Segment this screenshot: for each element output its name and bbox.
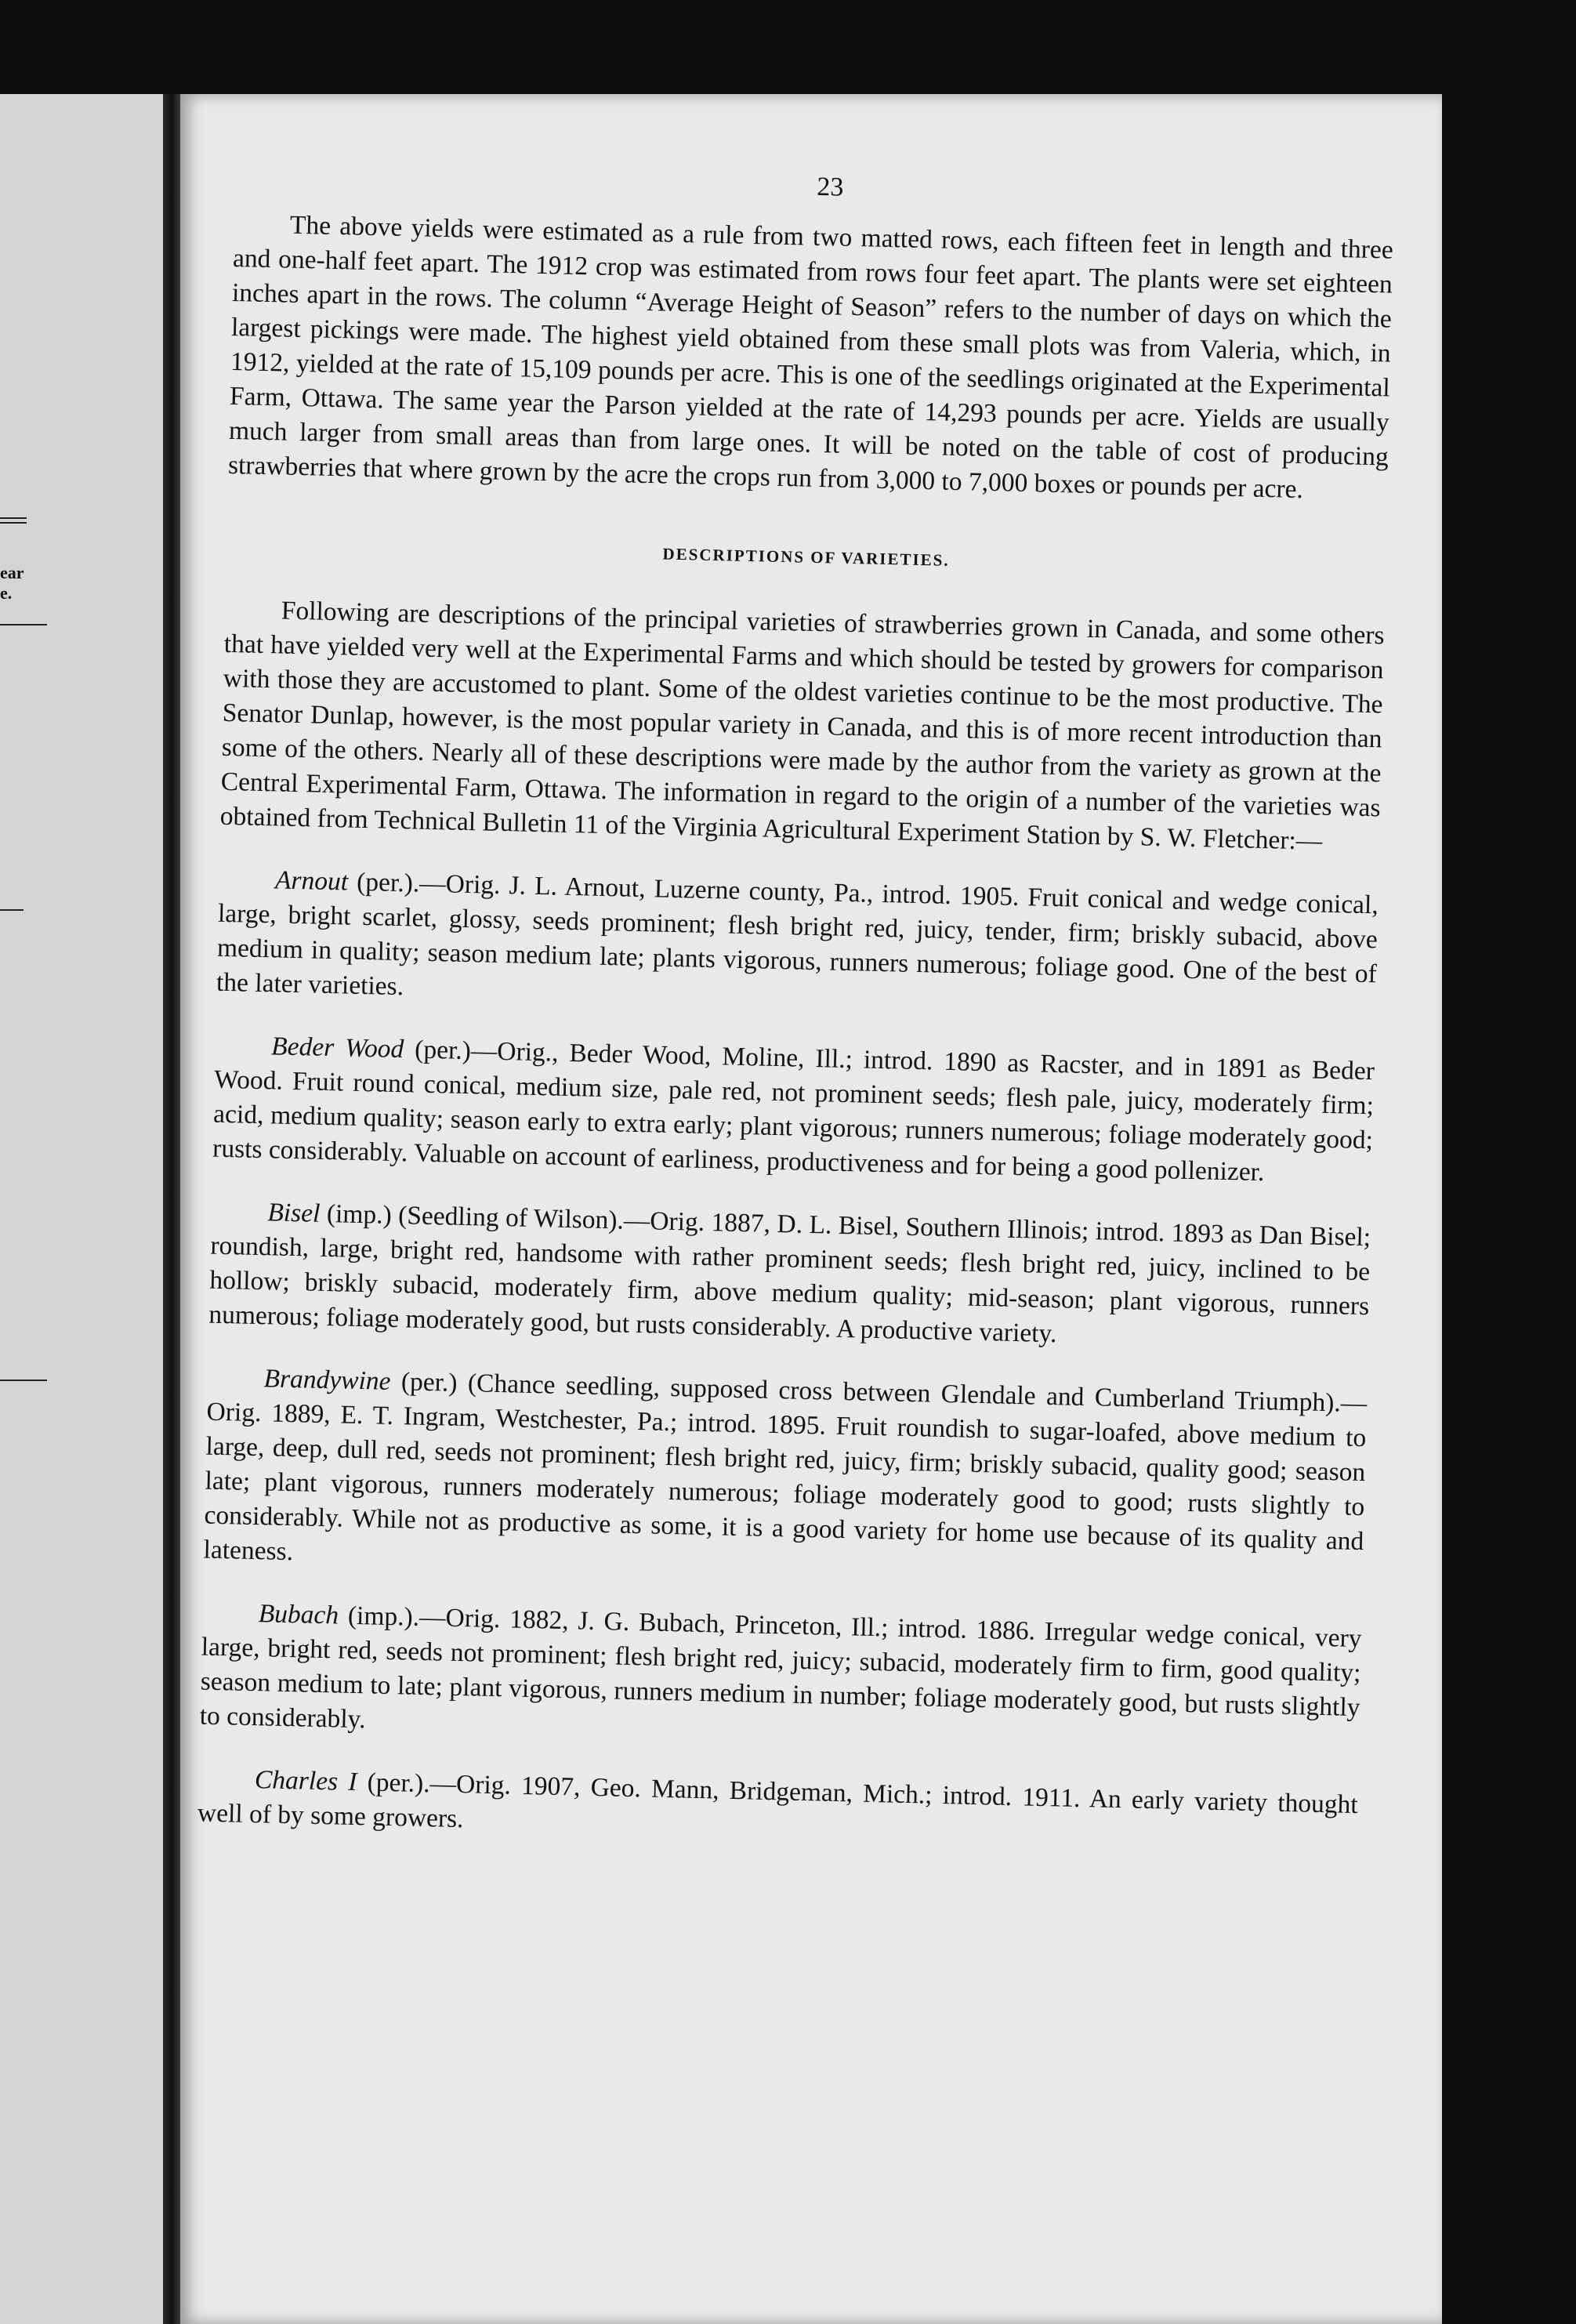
book-gutter [163, 94, 180, 2324]
facing-page [0, 94, 163, 2324]
divider [0, 1380, 47, 1381]
variety-name: Brandywine [263, 1364, 391, 1396]
background-edge [1442, 94, 1576, 2324]
intro-varieties-paragraph: Following are descriptions of the principal varieties of strawberries grown in Canada, and some others that have yielded very well at the Experimental Farms and which should be tested by growers for comparison with those they are accustomed to plant. Some of the oldest varieties continue to be the most productive. The Senator Dunlap, however, is the most popular variety in Canada, and this is of more recent introduction than some of the others. Nearly all of these descriptions were made by the author from the variety as grown at the Central Experimental Farm, Ottawa. The information in regard to the origin of a number of the varieties was obtained from Technical Bulletin 11 of the Virginia Agricultural Experiment Station by S. W. Fletcher:— [219, 596, 1385, 856]
variety-name: Arnout [274, 865, 349, 897]
variety-description: (per.) (Chance seedling, supposed cross between Glendale and Cumberland Triumph).—Orig. 1889, E. T. Ingram, Westchester, Pa.; introd. 1895. Fruit roundish to sugar-loafed, above medium to large, deep, dull red, seeds not prominent; flesh bright red, juicy, firm; briskly subacid, quality good; season late; plant vigorous, runners moderately numerous; foliage moderately good to good; rusts slightly to considerably. While not as productive as some, it is a good variety for home use because of its quality and lateness. [203, 1366, 1368, 1567]
variety-entry [212, 1028, 1375, 1193]
fragment-text: ear [0, 563, 24, 582]
fragment-text: e. [0, 583, 13, 603]
variety-name: Charles I [254, 1765, 357, 1797]
variety-entry [208, 1195, 1371, 1359]
divider [0, 624, 47, 625]
variety-entry [199, 1596, 1362, 1760]
variety-description: (per.)—Orig., Beder Wood, Moline, Ill.; introd. 1890 as Racster, and in 1891 as Beder Wood. Fruit round conical, medium size, pale red, not prominent seeds; flesh pale, juicy, moderately firm; acid, medium quality; season early to extra early; plant vigorous; runners numerous; foliage moderately good; rusts considerably. Valuable on account of earliness, productiveness and for being a good pollenizer. [212, 1035, 1375, 1187]
variety-name: Bubach [258, 1599, 339, 1630]
variety-entry [203, 1361, 1368, 1594]
variety-description: (imp.) (Seedling of Wilson).—Orig. 1887, D. L. Bisel, Southern Illinois; introd. 1893 as Dan Bisel; roundish, large, bright red, handsome with rather prominent seeds; flesh bright red, juicy, inclined to be hollow; briskly subacid, moderately firm, above medium quality; mid-season; plant vigorous, runners numerous; foliage moderately good, but rusts considerably. A productive variety. [208, 1198, 1371, 1349]
divider [0, 517, 27, 519]
variety-entry [216, 862, 1379, 1027]
divider [0, 522, 27, 524]
variety-description: (imp.).—Orig. 1882, J. G. Bubach, Princeton, Ill.; introd. 1886. Irregular wedge conical, very large, bright red, seeds not prominent; flesh bright red, juicy; subacid, moderately firm to firm, good quality; season medium to late; plant vigorous, runners medium in number; foliage moderately good, but rusts slightly to considerably. [199, 1601, 1362, 1735]
variety-description: (per.).—Orig. 1907, Geo. Mann, Bridgeman, Mich.; introd. 1911. An early variety thought well of by some growers. [197, 1767, 1359, 1834]
intro-paragraph: The above yields were estimated as a rule from two matted rows, each fifteen feet in length and three and one-half feet apart. The 1912 crop was estimated from rows four feet apart. The plants were set eighteen inches apart in the rows. The column “Average Height of Season” refers to the number of days on which the largest pickings were made. The highest yield obtained from these small plots was from Valeria, which, in 1912, yielded at the rate of 15,109 pounds per acre. This is one of the seedlings originated at the Experimental Farm, Ottawa. The same year the Parson yielded at the rate of 14,293 pounds per acre. Yields are usually much larger from small areas than from large ones. It will be noted on the table of cost of producing strawberries that where grown by the acre the crops run from 3,000 to 7,000 boxes or pounds per acre. [227, 210, 1394, 505]
variety-name: Beder Wood [270, 1031, 404, 1064]
page-text [197, 157, 1395, 1857]
variety-name: Bisel [267, 1198, 321, 1228]
divider [0, 909, 24, 911]
variety-description: (per.).—Orig. J. L. Arnout, Luzerne county, Pa., introd. 1905. Fruit conical and wedge conical, large, bright scarlet, glossy, seeds prominent; flesh bright red, juicy, tender, firm; briskly subacid, above medium in quality; season medium late; plants vigorous, runners numerous; foliage good. One of the best of the later varieties. [216, 867, 1379, 1002]
section-heading: DESCRIPTIONS OF VARIETIES. [662, 544, 950, 570]
page-number: 23 [816, 172, 844, 202]
